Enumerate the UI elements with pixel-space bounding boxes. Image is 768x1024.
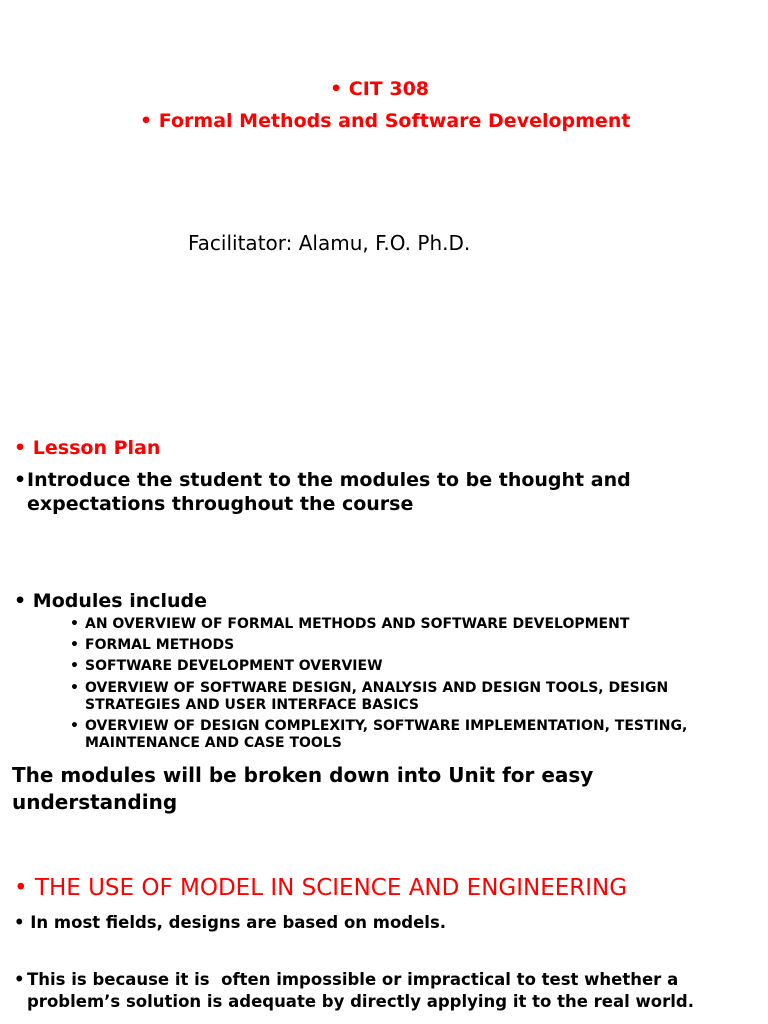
course-title-line	[140, 110, 630, 132]
intro-line-1: Introduce the student to the modules to be thought and	[27, 469, 631, 491]
point-2-line-2: problem’s solution is adequate by directly applying it to the real world.	[27, 992, 694, 1011]
module-text: OVERVIEW OF SOFTWARE DESIGN, ANALYSIS AND DESIGN TOOLS, DESIGN	[85, 680, 669, 696]
module-text: OVERVIEW OF DESIGN COMPLEXITY, SOFTWARE IMPLEMENTATION, TESTING,	[85, 718, 688, 734]
bullet: •	[14, 970, 25, 989]
model-heading-line	[14, 875, 627, 901]
bullet: •	[330, 78, 343, 100]
intro-line-2: expectations throughout the course	[27, 493, 414, 515]
lesson-plan-heading: Lesson Plan	[32, 437, 161, 459]
bullet: •	[14, 590, 27, 612]
point-1-line	[14, 913, 446, 932]
point-2-line-1: This is because it is often impossible or impractical to test whether a	[27, 970, 679, 989]
course-code-line	[330, 78, 429, 100]
modules-heading: Modules include	[32, 590, 208, 612]
course-title: Formal Methods and Software Development	[158, 110, 631, 132]
bullet: •	[14, 913, 25, 932]
bullet: •	[14, 875, 28, 901]
module-text-cont: STRATEGIES AND USER INTERFACE BASICS	[85, 697, 419, 713]
bullet: •	[70, 637, 79, 653]
module-text: FORMAL METHODS	[85, 637, 235, 653]
model-heading: THE USE OF MODEL IN SCIENCE AND ENGINEERING	[34, 875, 628, 901]
bullet: •	[14, 437, 27, 459]
course-code: CIT 308	[348, 78, 430, 100]
breakdown-line-1: The modules will be broken down into Unit for easy	[12, 763, 594, 787]
bullet: •	[70, 718, 79, 734]
facilitator: Facilitator: Alamu, F.O. Ph.D.	[188, 231, 471, 255]
bullet: •	[70, 616, 79, 632]
module-text: AN OVERVIEW OF FORMAL METHODS AND SOFTWARE DEVELOPMENT	[85, 616, 630, 632]
module-text: SOFTWARE DEVELOPMENT OVERVIEW	[85, 658, 383, 674]
breakdown-line-2: understanding	[12, 790, 178, 814]
bullet: •	[70, 680, 79, 696]
modules-heading-line	[14, 590, 207, 612]
module-text-cont: MAINTENANCE AND CASE TOOLS	[85, 735, 342, 751]
point-1: In most fields, designs are based on models.	[30, 913, 447, 932]
bullet: •	[70, 658, 79, 674]
bullet: •	[140, 110, 153, 132]
lesson-plan-line	[14, 437, 160, 459]
bullet: •	[14, 469, 27, 491]
